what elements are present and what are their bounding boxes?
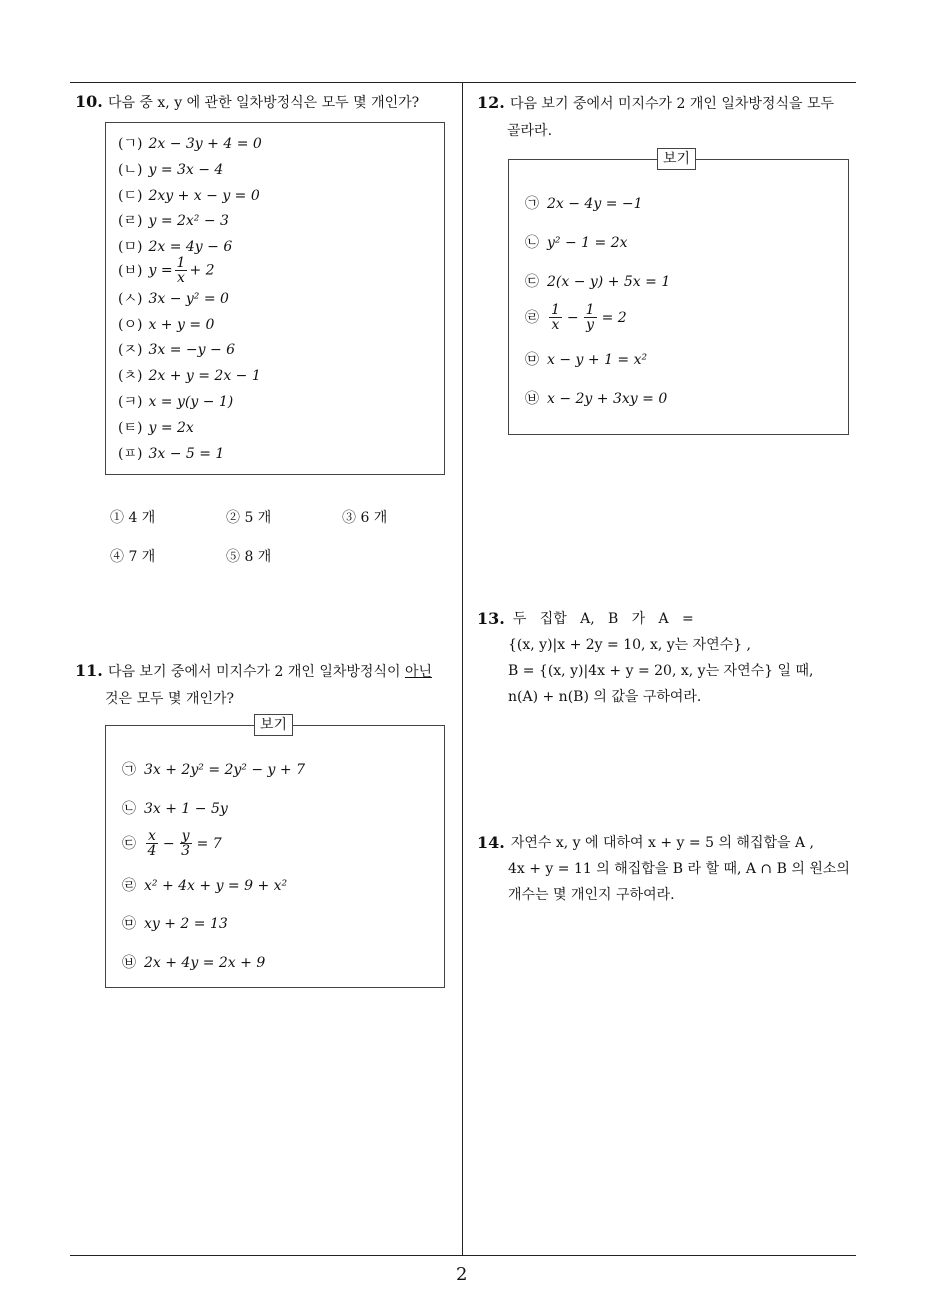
item-equation: y² − 1 = 2x: [547, 235, 628, 251]
question-text-line1: 다음 보기 중에서 미지수가 2 개인 일차방정식을 모두: [509, 96, 834, 112]
q10-item: [118, 210, 229, 230]
fraction-denominator: 3: [181, 843, 191, 859]
q11-item: [122, 798, 228, 818]
item-equation-post: + 2: [189, 262, 215, 279]
q14-line2: 4x + y = 11 의 해집합을 B 라 할 때, A ∩ B 의 원소의: [508, 861, 850, 877]
item-equation: 2xy + x − y = 0: [148, 187, 260, 204]
answer-choice: ① 4 개: [110, 510, 156, 526]
question-10: [75, 90, 455, 116]
fraction-numerator: 1: [176, 255, 186, 271]
q10-item: [118, 314, 214, 334]
item-equation: x − 2y + 3xy = 0: [547, 391, 668, 407]
q13-line2: {(x, y)|x + 2y = 10, x, y는 자연수} ,: [508, 637, 752, 653]
item-label: ㉠: [122, 762, 136, 778]
fraction-denominator: 4: [147, 843, 157, 859]
question-text: 다음 중 x, y 에 관한 일차방정식은 모두 몇 개인가?: [107, 95, 420, 111]
column-divider: [462, 82, 463, 1255]
question-12: [477, 90, 862, 144]
item-label: (ㅈ): [118, 342, 143, 359]
q10-item: [118, 339, 235, 359]
item-label: ㉥: [122, 954, 136, 971]
question-text-line1: 다음 보기 중에서 미지수가 2 개인 일차방정식이: [107, 664, 405, 680]
top-rule: [70, 82, 856, 83]
item-equation-post: = 7: [196, 835, 222, 852]
item-equation: y = 2x² − 3: [148, 213, 229, 230]
item-label: (ㄷ): [118, 187, 143, 204]
q10-item: [118, 443, 224, 463]
q13-line3: B = {(x, y)|4x + y = 20, x, y는 자연수} 일 때,: [508, 663, 814, 679]
item-label: (ㅂ): [118, 262, 143, 279]
item-label: ㉢: [122, 835, 136, 852]
item-label: (ㅅ): [118, 290, 143, 307]
item-equation: 3x − y² = 0: [148, 290, 229, 307]
item-equation: x² + 4x + y = 9 + x²: [144, 877, 288, 894]
item-equation-post: = 2: [601, 309, 627, 326]
item-label: ㉤: [122, 916, 136, 932]
item-op: −: [162, 835, 175, 852]
item-equation: y = 2x: [148, 419, 194, 436]
item-label: ㉣: [525, 309, 539, 326]
item-label: (ㅌ): [118, 419, 143, 436]
q10-item: [118, 236, 232, 256]
q11-item: [122, 952, 265, 972]
question-text-line2: 골라라.: [507, 123, 553, 139]
question-text-line2: 것은 모두 몇 개인가?: [105, 691, 235, 707]
bottom-rule: [70, 1255, 856, 1256]
q10-item: [118, 185, 260, 205]
q12-item: [525, 232, 628, 252]
item-label: (ㄱ): [118, 136, 143, 152]
fraction: [146, 829, 158, 858]
fraction: [175, 256, 188, 285]
question-number: 11.: [75, 661, 103, 680]
item-equation: 3x − 5 = 1: [148, 445, 225, 462]
question-number: 13.: [477, 609, 505, 628]
q14-line3: 개수는 몇 개인지 구하여라.: [508, 887, 675, 903]
fraction: [549, 303, 562, 332]
page-number: 2: [456, 1264, 468, 1285]
answer-choice: ③ 6 개: [342, 510, 388, 526]
fraction-denominator: x: [177, 270, 185, 286]
q10-item: [118, 391, 233, 411]
q12-item: [525, 303, 627, 332]
item-label: (ㄹ): [118, 213, 143, 230]
item-equation: x = y(y − 1): [148, 394, 234, 410]
item-equation: 2x − 4y = −1: [547, 196, 643, 212]
item-label: (ㅋ): [118, 394, 143, 410]
q12-item: [525, 388, 667, 408]
item-label: ㉠: [525, 196, 539, 212]
item-label: (ㅍ): [118, 445, 143, 462]
item-label: ㉢: [525, 274, 539, 290]
item-equation: 3x + 1 − 5y: [144, 800, 228, 817]
answer-choice: ⑤ 8 개: [226, 549, 272, 565]
q10-equation-box: [105, 122, 445, 475]
question-number: 14.: [477, 833, 505, 852]
question-14: [477, 830, 859, 908]
fraction-denominator: y: [586, 317, 595, 333]
emphasis-not: 아닌: [404, 664, 433, 680]
item-equation: 2x + y = 2x − 1: [148, 368, 261, 385]
item-equation-pre: y =: [148, 262, 173, 279]
q12-item: [525, 349, 647, 369]
item-equation: x + y = 0: [148, 316, 215, 333]
item-equation: 3x + 2y² = 2y² − y + 7: [144, 762, 305, 778]
item-label: ㉡: [525, 235, 539, 251]
q12-bogi-box: [508, 159, 849, 435]
q10-item: [118, 288, 229, 308]
q11-bogi-legend: 보기: [254, 714, 293, 736]
item-label: ㉤: [525, 352, 539, 368]
item-equation: y = 3x − 4: [148, 161, 224, 178]
answer-choice: ④ 7 개: [110, 549, 156, 565]
fraction: [180, 829, 192, 858]
q10-item: [118, 159, 223, 179]
item-label: (ㄴ): [118, 161, 143, 178]
q11-item: [122, 759, 305, 779]
item-label: ㉥: [525, 391, 539, 407]
question-number: 10.: [75, 92, 103, 111]
item-equation: 2(x − y) + 5x = 1: [547, 274, 671, 290]
item-equation: 2x + 4y = 2x + 9: [144, 954, 266, 971]
item-label: ㉡: [122, 800, 136, 817]
item-label: ㉣: [122, 877, 136, 894]
q12-item: [525, 193, 643, 213]
item-label: (ㅊ): [118, 368, 143, 385]
q11-item: [122, 875, 287, 895]
fraction-numerator: y: [181, 828, 190, 844]
fraction-numerator: 1: [551, 302, 560, 318]
q10-item: [118, 417, 194, 437]
q12-bogi-legend: 보기: [657, 148, 696, 170]
q11-item: [122, 913, 228, 933]
item-equation: x − y + 1 = x²: [547, 352, 648, 368]
answer-choice: ② 5 개: [226, 510, 272, 526]
q13-line1: 두 집합 A, B 가 A =: [512, 611, 694, 627]
q10-item: [118, 365, 261, 385]
q13-line4: n(A) + n(B) 의 값을 구하여라.: [508, 689, 702, 705]
fraction: [584, 303, 597, 332]
question-number: 12.: [477, 93, 505, 112]
q12-item: [525, 271, 670, 291]
question-11: [75, 658, 460, 712]
q14-line1: 자연수 x, y 에 대하여 x + y = 5 의 해집합을 A ,: [510, 835, 814, 851]
q11-item: [122, 829, 222, 858]
q11-bogi-box: [105, 725, 445, 988]
item-equation: 3x = −y − 6: [148, 342, 236, 359]
q10-item: [118, 133, 262, 153]
q10-item: [118, 256, 215, 285]
item-equation: xy + 2 = 13: [144, 916, 228, 932]
item-equation: 2x − 3y + 4 = 0: [148, 136, 262, 152]
fraction-numerator: x: [148, 828, 156, 844]
item-label: (ㅁ): [118, 239, 143, 256]
item-op: −: [566, 309, 579, 326]
question-13: [477, 606, 859, 710]
item-equation: 2x = 4y − 6: [148, 239, 233, 256]
fraction-denominator: x: [551, 317, 560, 333]
fraction-numerator: 1: [585, 302, 595, 318]
item-label: (ㅇ): [118, 316, 143, 333]
